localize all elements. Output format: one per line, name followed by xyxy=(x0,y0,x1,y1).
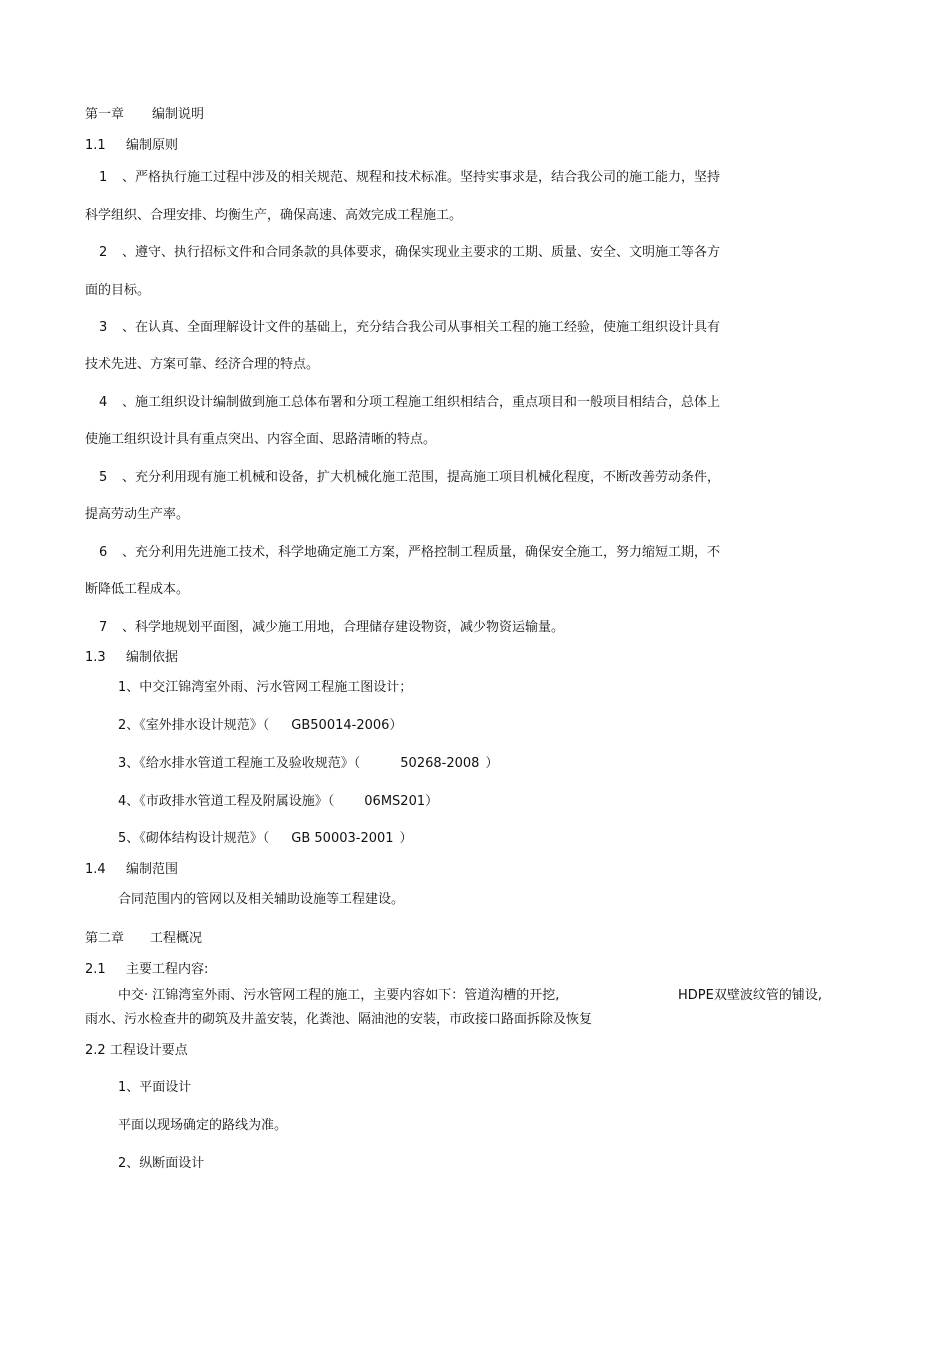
item-text-cont: 科学组织、合理安排、均衡生产，确保高速、高效完成工程施工。 xyxy=(85,208,463,223)
section-title: 编制范围 xyxy=(126,862,179,877)
body-text: 平面以现场确定的路线为准。 xyxy=(118,1118,288,1133)
basis-code: 06MS201 xyxy=(364,794,426,809)
design-item-1-body xyxy=(118,1118,287,1134)
item-text: 、充分利用现有施工机械和设备，扩大机械化施工范围，提高施工项目机械化程度，不断改善劳动条件， xyxy=(122,470,721,485)
body-text: 中交· 江锦湾室外雨、污水管网工程的施工，主要内容如下：管道沟槽的开挖, xyxy=(118,988,560,1003)
section-1-4-heading xyxy=(85,862,178,878)
chapter-1-heading xyxy=(85,107,204,123)
item-number: 3 xyxy=(99,320,108,335)
section-2-1-body-a xyxy=(118,988,559,1004)
item-number: 4 xyxy=(99,395,108,410)
principle-3 xyxy=(99,320,720,336)
principle-6 xyxy=(99,545,720,561)
section-2-2-heading xyxy=(85,1043,188,1059)
item-text-cont: 使施工组织设计具有重点突出、内容全面、思路清晰的特点。 xyxy=(85,432,437,447)
item-number: 2 xyxy=(99,245,108,260)
section-title: 编制原则 xyxy=(126,138,179,153)
basis-close: ） xyxy=(485,756,499,771)
item-text: 、施工组织设计编制做到施工总体布署和分项工程施工组织相结合，重点项目和一般项目相结合，总体上 xyxy=(122,395,721,410)
chapter-title: 编制说明 xyxy=(152,107,205,122)
principle-4-cont xyxy=(85,432,436,448)
principle-3-cont xyxy=(85,357,319,373)
principle-4 xyxy=(99,395,720,411)
design-item-1 xyxy=(118,1080,191,1096)
basis-item-2 xyxy=(118,718,402,734)
basis-text: 2、《室外排水设计规范》（ xyxy=(118,718,270,733)
section-title: 编制依据 xyxy=(126,650,179,665)
basis-text: 3、《给水排水管道工程施工及验收规范》（ xyxy=(118,756,361,771)
item-number: 1 xyxy=(99,170,108,185)
basis-item-3 xyxy=(118,756,498,772)
item-text: 1、平面设计 xyxy=(118,1080,192,1095)
item-text: 、充分利用先进施工技术，科学地确定施工方案，严格控制工程质量，确保安全施工，努力缩短工期，不 xyxy=(122,545,721,560)
principle-1-cont xyxy=(85,208,462,224)
item-text: 、遵守、执行招标文件和合同条款的具体要求，确保实现业主要求的工期、质量、安全、文明施工等各方 xyxy=(122,245,721,260)
section-1-4-body xyxy=(118,892,404,908)
principle-5-cont xyxy=(85,507,189,523)
principle-5 xyxy=(99,470,720,486)
chapter-label: 第一章 xyxy=(85,107,125,122)
basis-item-4 xyxy=(118,794,438,810)
basis-close: ） xyxy=(399,831,413,846)
item-text: 、科学地规划平面图，减少施工用地，合理储存建设物资，减少物资运输量。 xyxy=(122,620,565,635)
item-number: 7 xyxy=(99,620,108,635)
item-text: 2、纵断面设计 xyxy=(118,1156,205,1171)
chapter-title: 工程概况 xyxy=(150,931,203,946)
basis-code: GB 50003-2001 xyxy=(291,831,394,846)
item-text: 、在认真、全面理解设计文件的基础上，充分结合我公司从事相关工程的施工经验，使施工组织设计具有 xyxy=(122,320,721,335)
item-number: 5 xyxy=(99,470,108,485)
principle-2-cont xyxy=(85,283,150,299)
section-number: 1.1 xyxy=(85,138,106,153)
basis-close: ） xyxy=(389,718,403,733)
body-text: 合同范围内的管网以及相关辅助设施等工程建设。 xyxy=(118,892,405,907)
basis-code: 50268-2008 xyxy=(400,756,480,771)
section-2-1-body-b xyxy=(678,988,822,1004)
section-number: 2.1 xyxy=(85,962,106,977)
basis-text: 5、《砌体结构设计规范》（ xyxy=(118,831,270,846)
chapter-2-heading xyxy=(85,931,202,947)
body-text: 雨水、污水检查井的砌筑及井盖安装，化粪池、隔油池的安装，市政接口路面拆除及恢复 xyxy=(85,1012,593,1027)
design-item-2 xyxy=(118,1156,204,1172)
section-title: 2.2 工程设计要点 xyxy=(85,1043,188,1058)
item-text-cont: 技术先进、方案可靠、经济合理的特点。 xyxy=(85,357,320,372)
item-text-cont: 面的目标。 xyxy=(85,283,151,298)
section-1-1-heading xyxy=(85,138,178,154)
section-title: 主要工程内容: xyxy=(126,962,209,977)
basis-item-1 xyxy=(118,680,412,696)
principle-1 xyxy=(99,170,720,186)
chapter-label: 第二章 xyxy=(85,931,125,946)
basis-close: ） xyxy=(425,794,439,809)
section-number: 1.4 xyxy=(85,862,106,877)
basis-text: 4、《市政排水管道工程及附属设施》（ xyxy=(118,794,335,809)
section-1-3-heading xyxy=(85,650,178,666)
section-number: 1.3 xyxy=(85,650,106,665)
principle-7 xyxy=(99,620,564,636)
basis-item-5 xyxy=(118,831,413,847)
item-text-cont: 提高劳动生产率。 xyxy=(85,507,190,522)
item-text: 、严格执行施工过程中涉及的相关规范、规程和技术标准。坚持实事求是，结合我公司的施工能力，坚持 xyxy=(122,170,721,185)
principle-2 xyxy=(99,245,720,261)
principle-6-cont xyxy=(85,582,189,598)
section-2-1-body-cont xyxy=(85,1012,592,1028)
basis-text: 1、中交江锦湾室外雨、污水管网工程施工图设计； xyxy=(118,680,413,695)
basis-code: GB50014-2006 xyxy=(291,718,390,733)
item-number: 6 xyxy=(99,545,108,560)
item-text-cont: 断降低工程成本。 xyxy=(85,582,190,597)
section-2-1-heading xyxy=(85,962,208,978)
body-text: HDPE双壁波纹管的铺设, xyxy=(678,988,822,1003)
